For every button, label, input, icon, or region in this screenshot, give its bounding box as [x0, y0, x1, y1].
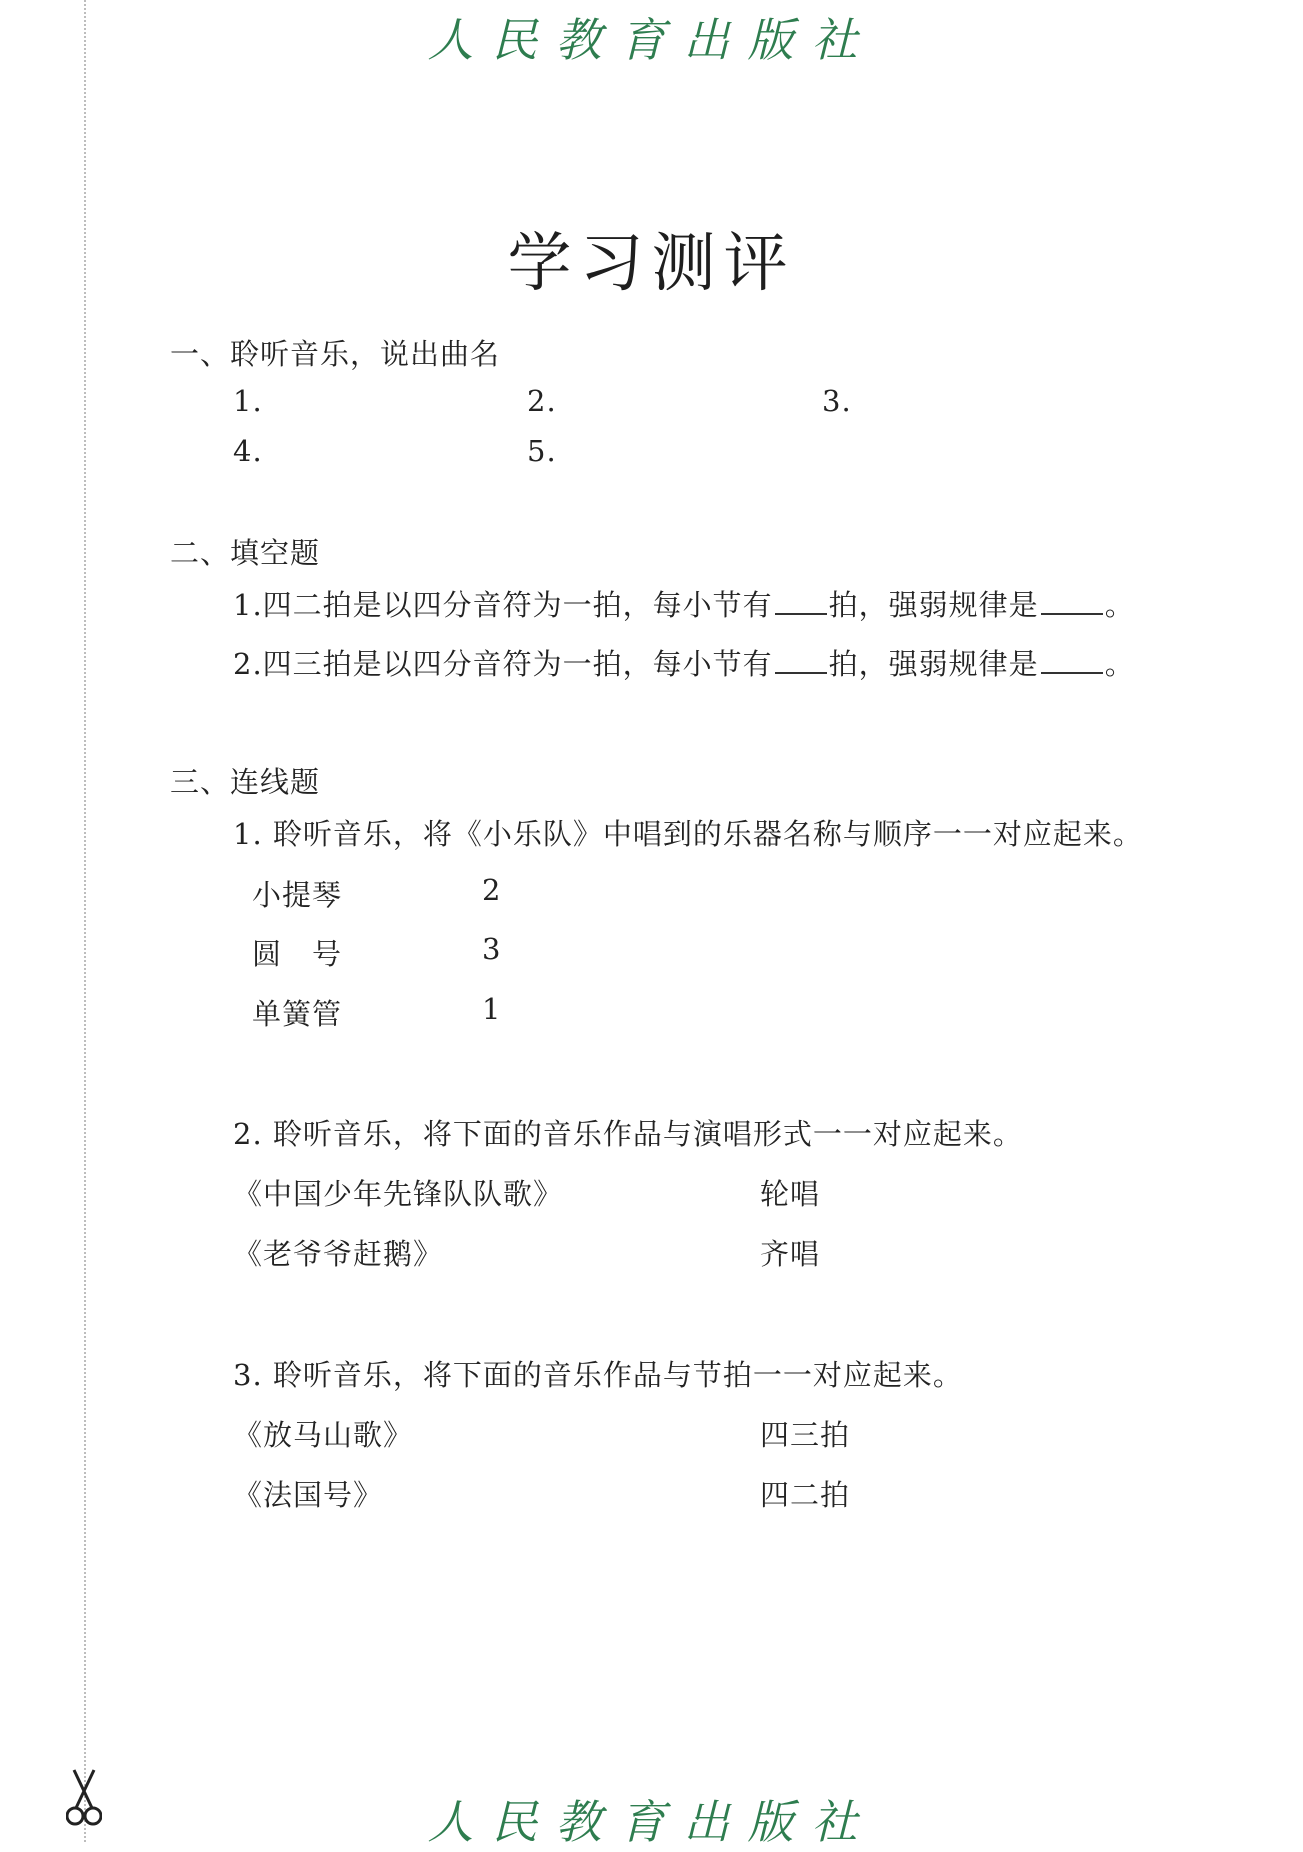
match-q1-right-1: 2 — [482, 873, 502, 907]
fill-question-1 — [233, 583, 1135, 624]
fill-question-1-text-b: 拍，强弱规律是 — [828, 588, 1039, 622]
page-title: 学习测评 — [507, 227, 796, 301]
fill-question-2-text-a: 2.四三拍是以四分音符为一拍，每小节有 — [233, 647, 773, 681]
match-q2-right-1: 轮唱 — [760, 1177, 821, 1211]
match-question-2-prompt: 2. 聆听音乐，将下面的音乐作品与演唱形式一一对应起来。 — [233, 1117, 1023, 1151]
match-q3-right-2: 四二拍 — [760, 1478, 851, 1512]
section1-item-3: 3. — [822, 384, 852, 418]
match-question-1-prompt: 1. 聆听音乐，将《小乐队》中唱到的乐器名称与顺序一一对应起来。 — [233, 817, 1143, 851]
match-q2-left-2: 《老爷爷赶鹅》 — [233, 1237, 444, 1271]
answer-blank[interactable] — [1041, 584, 1103, 615]
section1-item-1: 1. — [233, 384, 263, 418]
match-q3-left-1: 《放马山歌》 — [233, 1418, 414, 1452]
section2-heading: 二、填空题 — [170, 536, 321, 570]
publisher-logo-top: 人民教育出版社 — [427, 13, 876, 67]
fill-question-2 — [233, 642, 1135, 683]
section1-item-4: 4. — [233, 434, 263, 468]
section1-item-5: 5. — [527, 434, 557, 468]
match-q1-right-2: 3 — [482, 932, 502, 966]
section3-heading: 三、连线题 — [170, 765, 321, 799]
match-q1-left-3: 单簧管 — [252, 997, 343, 1031]
match-q3-right-1: 四三拍 — [760, 1418, 851, 1452]
match-q1-left-1: 小提琴 — [252, 878, 343, 912]
publisher-logo-bottom: 人民教育出版社 — [427, 1795, 876, 1849]
match-q2-left-1: 《中国少年先锋队队歌》 — [233, 1177, 564, 1211]
section1-heading: 一、聆听音乐，说出曲名 — [170, 337, 501, 371]
fill-question-2-text-c: 。 — [1104, 647, 1135, 681]
fill-question-2-text-b: 拍，强弱规律是 — [828, 647, 1039, 681]
answer-blank[interactable] — [775, 584, 827, 615]
answer-blank[interactable] — [775, 643, 827, 674]
match-q3-left-2: 《法国号》 — [233, 1478, 384, 1512]
fill-question-1-text-c: 。 — [1104, 588, 1135, 622]
match-q2-right-2: 齐唱 — [760, 1237, 821, 1271]
answer-blank[interactable] — [1041, 643, 1103, 674]
match-question-3-prompt: 3. 聆听音乐，将下面的音乐作品与节拍一一对应起来。 — [233, 1358, 963, 1392]
match-q1-right-3: 1 — [482, 992, 502, 1026]
match-q1-left-2: 圆 号 — [252, 937, 343, 971]
section1-item-2: 2. — [527, 384, 557, 418]
fill-question-1-text-a: 1.四二拍是以四分音符为一拍，每小节有 — [233, 588, 773, 622]
